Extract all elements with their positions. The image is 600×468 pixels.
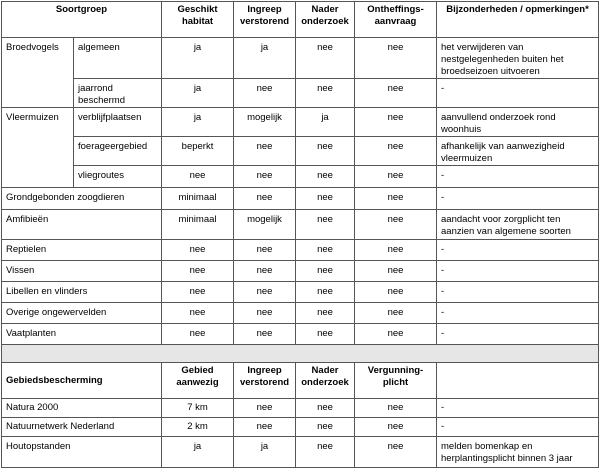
group-cell: Broedvogels	[2, 38, 74, 108]
exemption-cell: nee	[355, 38, 437, 79]
header-habitat: Geschikt habitat	[162, 2, 234, 38]
exemption-cell: nee	[355, 261, 437, 282]
header-permit: Vergunning-plicht	[355, 363, 437, 399]
group-cell: Grondgebonden zoogdieren	[2, 188, 162, 210]
permit-cell: nee	[355, 418, 437, 437]
remarks-cell: -	[437, 418, 599, 437]
remarks-cell: -	[437, 79, 599, 108]
table-row	[2, 166, 599, 188]
remarks-cell: afhankelijk van aanwezigheid vleermuizen	[437, 137, 599, 166]
impact-cell: mogelijk	[234, 210, 296, 240]
habitat-cell: nee	[162, 240, 234, 261]
impact-cell: nee	[234, 261, 296, 282]
exemption-cell: nee	[355, 282, 437, 303]
header-impact: Ingreep verstorend	[234, 363, 296, 399]
area-header-row	[2, 363, 599, 399]
research-cell: nee	[296, 324, 355, 345]
remarks-cell: -	[437, 399, 599, 418]
table-row	[2, 437, 599, 468]
table-row	[2, 38, 599, 79]
research-cell: nee	[296, 437, 355, 468]
impact-cell: nee	[234, 240, 296, 261]
present-cell: ja	[162, 437, 234, 468]
research-cell: ja	[296, 108, 355, 137]
habitat-cell: minimaal	[162, 210, 234, 240]
group-cell: Libellen en vlinders	[2, 282, 162, 303]
remarks-cell: -	[437, 166, 599, 188]
habitat-cell: nee	[162, 282, 234, 303]
remarks-cell: -	[437, 303, 599, 324]
exemption-cell: nee	[355, 137, 437, 166]
group-cell: Vaatplanten	[2, 324, 162, 345]
remarks-cell: -	[437, 282, 599, 303]
exemption-cell: nee	[355, 188, 437, 210]
impact-cell: nee	[234, 166, 296, 188]
remarks-cell: -	[437, 188, 599, 210]
group-cell: Overige ongewervelden	[2, 303, 162, 324]
present-cell: 2 km	[162, 418, 234, 437]
exemption-cell: nee	[355, 166, 437, 188]
area-cell: Natuurnetwerk Nederland	[2, 418, 162, 437]
header-soortgroep: Soortgroep	[2, 2, 162, 38]
impact-cell: nee	[234, 418, 296, 437]
permit-cell: nee	[355, 437, 437, 468]
table-row	[2, 137, 599, 166]
habitat-cell: ja	[162, 79, 234, 108]
exemption-cell: nee	[355, 210, 437, 240]
impact-cell: nee	[234, 324, 296, 345]
impact-cell: ja	[234, 437, 296, 468]
research-cell: nee	[296, 261, 355, 282]
impact-cell: nee	[234, 303, 296, 324]
research-cell: nee	[296, 282, 355, 303]
remarks-cell: het verwijderen van nestgelegenheden buiten het broedseizoen uitvoeren	[437, 38, 599, 79]
remarks-cell: aandacht voor zorgplicht ten aanzien van algemene soorten	[437, 210, 599, 240]
section-gap-row	[2, 345, 599, 363]
remarks-cell: -	[437, 324, 599, 345]
group-cell: Amfibieën	[2, 210, 162, 240]
table-row	[2, 210, 599, 240]
area-cell: Houtopstanden	[2, 437, 162, 468]
subgroup-cell: jaarrond beschermd	[74, 79, 162, 108]
remarks-cell: -	[437, 261, 599, 282]
subgroup-cell: algemeen	[74, 38, 162, 79]
impact-cell: nee	[234, 137, 296, 166]
assessment-table	[1, 1, 599, 468]
header-research: Nader onderzoek	[296, 363, 355, 399]
exemption-cell: nee	[355, 108, 437, 137]
habitat-cell: nee	[162, 261, 234, 282]
research-cell: nee	[296, 240, 355, 261]
remarks-cell: aanvullend onderzoek rond woonhuis	[437, 108, 599, 137]
impact-cell: nee	[234, 79, 296, 108]
present-cell: 7 km	[162, 399, 234, 418]
habitat-cell: nee	[162, 303, 234, 324]
habitat-cell: minimaal	[162, 188, 234, 210]
habitat-cell: ja	[162, 38, 234, 79]
subgroup-cell: verblijfplaatsen	[74, 108, 162, 137]
impact-cell: ja	[234, 38, 296, 79]
habitat-cell: nee	[162, 324, 234, 345]
research-cell: nee	[296, 399, 355, 418]
group-cell: Vleermuizen	[2, 108, 74, 188]
table-row	[2, 324, 599, 345]
research-cell: nee	[296, 166, 355, 188]
impact-cell: nee	[234, 188, 296, 210]
table-row	[2, 418, 599, 437]
table-row	[2, 282, 599, 303]
research-cell: nee	[296, 38, 355, 79]
group-cell: Vissen	[2, 261, 162, 282]
impact-cell: nee	[234, 399, 296, 418]
subgroup-cell: vliegroutes	[74, 166, 162, 188]
header-gebiedsbescherming: Gebiedsbescherming	[2, 363, 162, 399]
header-remarks-empty	[437, 363, 599, 399]
subgroup-cell: foerageergebied	[74, 137, 162, 166]
header-research: Nader onderzoek	[296, 2, 355, 38]
permit-cell: nee	[355, 399, 437, 418]
table-row	[2, 188, 599, 210]
research-cell: nee	[296, 210, 355, 240]
research-cell: nee	[296, 79, 355, 108]
research-cell: nee	[296, 418, 355, 437]
header-impact: Ingreep verstorend	[234, 2, 296, 38]
table-row	[2, 261, 599, 282]
table-row	[2, 79, 599, 108]
research-cell: nee	[296, 188, 355, 210]
table-row	[2, 303, 599, 324]
area-cell: Natura 2000	[2, 399, 162, 418]
impact-cell: nee	[234, 282, 296, 303]
header-present: Gebied aanwezig	[162, 363, 234, 399]
remarks-cell: melden bomenkap en herplantingsplicht binnen 3 jaar	[437, 437, 599, 468]
header-exemption: Ontheffings-aanvraag	[355, 2, 437, 38]
table-row	[2, 240, 599, 261]
species-header-row	[2, 2, 599, 38]
exemption-cell: nee	[355, 79, 437, 108]
exemption-cell: nee	[355, 303, 437, 324]
exemption-cell: nee	[355, 324, 437, 345]
habitat-cell: nee	[162, 166, 234, 188]
research-cell: nee	[296, 303, 355, 324]
group-cell: Reptielen	[2, 240, 162, 261]
section-gap	[2, 345, 599, 363]
research-cell: nee	[296, 137, 355, 166]
remarks-cell: -	[437, 240, 599, 261]
impact-cell: mogelijk	[234, 108, 296, 137]
habitat-cell: beperkt	[162, 137, 234, 166]
habitat-cell: ja	[162, 108, 234, 137]
table-row	[2, 108, 599, 137]
table-row	[2, 399, 599, 418]
exemption-cell: nee	[355, 240, 437, 261]
header-remarks: Bijzonderheden / opmerkingen*	[437, 2, 599, 38]
